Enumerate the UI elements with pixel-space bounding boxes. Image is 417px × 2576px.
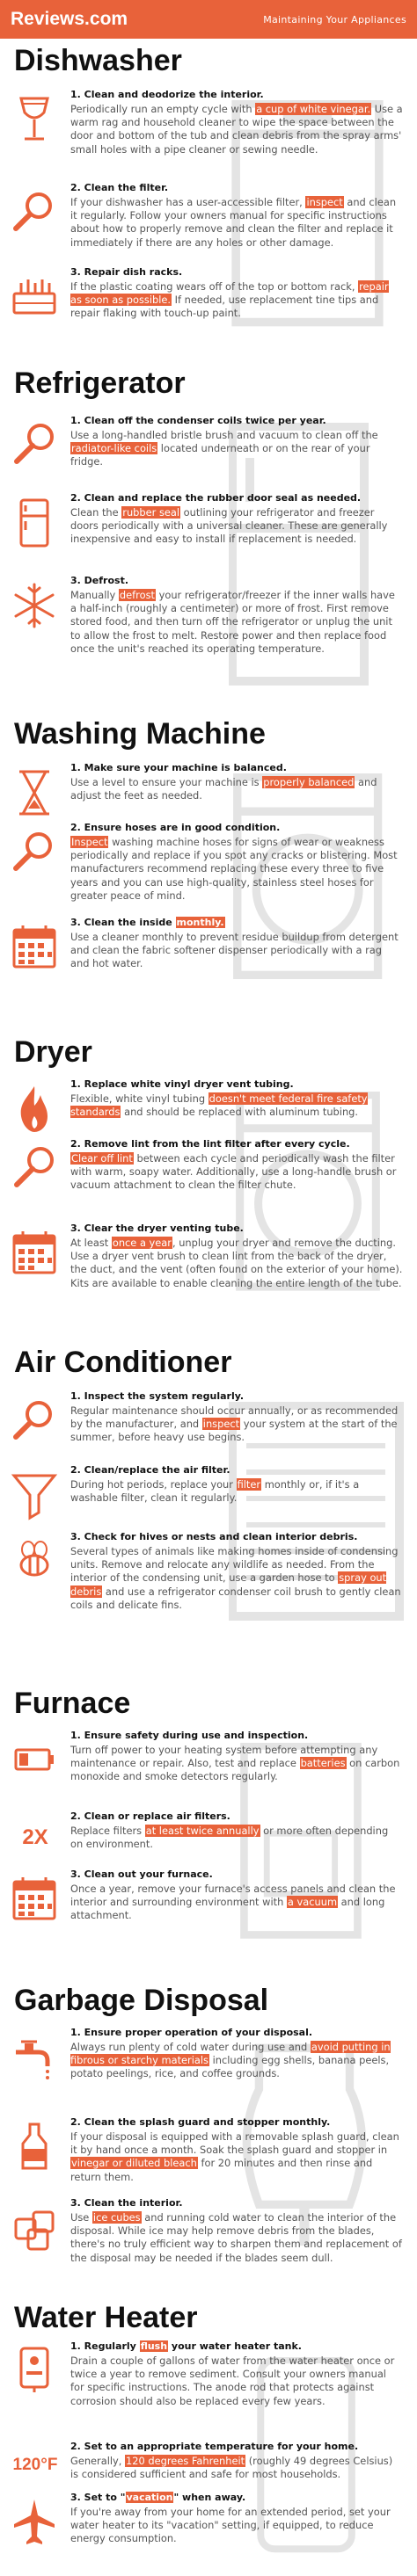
tip-heading bbox=[70, 916, 403, 929]
tip-heading-text: 1. Clean and deodorize the interior. bbox=[70, 89, 264, 100]
plane-icon bbox=[9, 2496, 60, 2549]
tip-highlight: a cup of white vinegar. bbox=[256, 103, 371, 115]
tip-body-text: and adjust the feet as needed. bbox=[70, 776, 377, 802]
tip-body-text: between each cycle and periodically wash the filter with warm, soapy water. Additionally, use a long-handle brush or vacuum attachment to clean the filter chute. bbox=[70, 1152, 397, 1192]
section-title: Washing Machine bbox=[14, 717, 266, 751]
tip-heading bbox=[70, 1530, 403, 1543]
tip-body bbox=[70, 1825, 403, 1851]
tip-item bbox=[70, 2196, 403, 2265]
tip-body bbox=[70, 1152, 403, 1193]
tip-body-text: Clean the bbox=[70, 506, 122, 519]
tip-item bbox=[70, 2491, 403, 2546]
tip-item bbox=[70, 2026, 403, 2081]
tip-item bbox=[70, 1530, 403, 1612]
tip-body-text: Flexible, white vinyl tubing bbox=[70, 1092, 208, 1105]
tip-body-text: your refrigerator/freezer if the inner walls have a half-inch (roughly a centimeter) or more of frost. First remove stored food, and then turn off the refrigerator or unplug the unit to allow the frost to melt. Restore power and then replace food once the unit's reached its operating temperature. bbox=[70, 589, 395, 655]
tip-item bbox=[70, 88, 403, 156]
fridge-icon bbox=[9, 497, 60, 549]
tip-item bbox=[70, 1390, 403, 1445]
wine-glass-icon bbox=[9, 93, 60, 146]
tip-heading-text: 2. Clean/replace the air filter. bbox=[70, 1464, 230, 1476]
tip-body bbox=[70, 1092, 403, 1119]
tip-heading-text: 1. Inspect the system regularly. bbox=[70, 1390, 245, 1402]
tip-heading-highlight: monthly. bbox=[176, 917, 224, 928]
tip-heading bbox=[70, 2440, 403, 2453]
tip-heading bbox=[70, 1729, 403, 1742]
tip-item bbox=[70, 1868, 403, 1923]
tip-heading-text: your water heater tank. bbox=[168, 2340, 302, 2352]
section-title: Garbage Disposal bbox=[14, 1984, 269, 2017]
brand-logo[interactable]: Reviews.com bbox=[11, 9, 128, 29]
tip-body bbox=[70, 2355, 403, 2408]
dryer-outline-icon bbox=[229, 1092, 405, 1335]
tip-heading bbox=[70, 1222, 403, 1235]
tip-item bbox=[70, 491, 403, 547]
calendar-icon bbox=[9, 1227, 60, 1280]
tip-heading-text: 3. Clean out your furnace. bbox=[70, 1869, 213, 1880]
tip-highlight: doesn't meet federal fire safety standards bbox=[70, 1092, 368, 1119]
tip-item bbox=[70, 2340, 403, 2408]
magnifier-icon bbox=[9, 1395, 60, 1448]
tip-item bbox=[70, 181, 403, 250]
tip-heading bbox=[70, 2115, 403, 2129]
tip-body-text: and use a refrigerator condenser coil brush to gently clean coils and delicate fins. bbox=[70, 1585, 401, 1611]
temperature-label-icon: 120°F bbox=[12, 2456, 58, 2474]
section-title: Water Heater bbox=[14, 2301, 198, 2334]
tip-body-text: outlining your refrigerator and freezer doors periodically with a universal cleaner. These are generally inexpensive and easy to install if replacement is needed. bbox=[70, 506, 388, 546]
tip-body bbox=[70, 2506, 403, 2546]
tip-highlight: inspect bbox=[306, 196, 343, 208]
tip-body-text: and long attachment. bbox=[70, 1896, 385, 1922]
section-title: Dishwasher bbox=[14, 44, 182, 77]
tip-body-text: or more often depending on environment. bbox=[70, 1825, 389, 1851]
tip-heading-text: 2. Clean the filter. bbox=[70, 182, 169, 193]
tip-body-text: If needed, use replacement tine tips and repair flaking with touch-up paint. bbox=[70, 294, 379, 320]
tip-body-text: Several types of animals like making homes inside of condensing units. Remove and relocate any wildlife as needed. From the interior of the condensing unit, use a garden hose to bbox=[70, 1545, 399, 1585]
tip-body-text: for 20 minutes and then rinse and return them. bbox=[70, 2157, 373, 2183]
tip-item bbox=[70, 821, 403, 903]
twice-label-icon: 2X bbox=[22, 1825, 48, 1849]
tip-body bbox=[70, 506, 403, 547]
tip-body-text: If your dishwasher has a user-accessible filter, bbox=[70, 196, 306, 208]
tip-heading-highlight: vacation bbox=[126, 2492, 173, 2503]
tip-body-text: Periodically run an empty cycle with bbox=[70, 103, 256, 115]
tip-heading bbox=[70, 181, 403, 194]
snowflake-icon bbox=[9, 579, 60, 632]
tip-highlight: 120 degrees Fahrenheit bbox=[126, 2455, 245, 2467]
dish-rack-icon bbox=[9, 271, 60, 323]
tip-body-text: your system at the start of the summer, before heavy use begins. bbox=[70, 1418, 398, 1444]
tip-body-text: If your disposal is equipped with a removable splash guard, clean it by hand once a month. Soak the splash guard and stopper in bbox=[70, 2130, 399, 2157]
tip-highlight: repair as soon as possible. bbox=[70, 280, 389, 307]
tip-item bbox=[70, 916, 403, 971]
tip-item bbox=[70, 2115, 403, 2184]
section-garbage-disposal bbox=[0, 1978, 417, 2296]
tip-highlight: properly balanced bbox=[263, 776, 355, 788]
tip-body-text: washing machine hoses for signs of wear or weakness periodically and replace if you spot any cracks or blistering. Most manufacturers recommend replacing these every three to five years and you can use high-quality, stainless steel hoses for greater peace of mind. bbox=[70, 836, 398, 902]
tip-body-text: Manually bbox=[70, 589, 119, 601]
tip-body-text: (roughly 49 degrees Celsius) is considered sufficient and safe for most households. bbox=[70, 2455, 393, 2481]
tip-heading bbox=[70, 2340, 403, 2353]
tip-heading bbox=[70, 1078, 403, 1091]
tip-highlight: a vacuum bbox=[287, 1896, 338, 1909]
tip-heading-highlight: flush bbox=[140, 2340, 168, 2352]
tip-item bbox=[70, 414, 403, 469]
tip-highlight: Clear off lint bbox=[71, 1152, 133, 1165]
tip-heading-text: 2. Clean and replace the rubber door seal as needed. bbox=[70, 492, 362, 504]
tip-highlight: rubber seal bbox=[122, 506, 180, 519]
tip-body bbox=[70, 280, 403, 321]
tip-item bbox=[70, 1222, 403, 1290]
tip-heading-text: 2. Clean or replace air filters. bbox=[70, 1810, 230, 1822]
tip-body-text: If the plastic coating wears off of the top or bottom rack, bbox=[70, 280, 359, 293]
tip-heading bbox=[70, 1868, 403, 1881]
section-title: Furnace bbox=[14, 1687, 131, 1720]
section-water-heater bbox=[0, 2296, 417, 2576]
tip-heading-text: 1. Replace white vinyl dryer vent tubing. bbox=[70, 1078, 294, 1090]
tip-highlight: at least twice annually bbox=[145, 1825, 260, 1837]
tip-body bbox=[70, 2041, 403, 2081]
tip-highlight: Inspect bbox=[71, 836, 108, 848]
tip-highlight: defrost bbox=[119, 589, 155, 601]
battery-icon bbox=[9, 1734, 60, 1787]
tip-heading-text: 3. Set to " bbox=[70, 2492, 126, 2503]
tip-heading bbox=[70, 265, 403, 279]
tip-body-text: and running cold water to clean the interior of the disposal. While ice may help remove debris from the blades, there's no truly efficient way to sharpen them and replacement of the disposal may be needed if the blades seem dull. bbox=[70, 2211, 402, 2264]
tip-body-text: Use bbox=[70, 2211, 92, 2224]
section-title: Dryer bbox=[14, 1035, 92, 1069]
tip-body bbox=[70, 1545, 403, 1612]
tip-heading bbox=[70, 2026, 403, 2039]
section-air-conditioner bbox=[0, 1340, 417, 1681]
tip-highlight: avoid putting in fibrous or starchy materials bbox=[70, 2041, 391, 2067]
tip-heading bbox=[70, 414, 403, 427]
tip-highlight: vinegar or diluted bleach bbox=[71, 2157, 197, 2170]
tip-heading bbox=[70, 491, 403, 504]
section-dryer bbox=[0, 1030, 417, 1340]
tip-item bbox=[70, 1137, 403, 1193]
tip-body-text: Use a cleaner monthly to prevent residue buildup from detergent and clean the fabric softener dispenser periodically with a rag and hot water. bbox=[70, 931, 399, 970]
tip-body bbox=[70, 1237, 403, 1290]
tip-body-text: Regular maintenance should occur annually, or as recommended by the manufacturer, and bbox=[70, 1404, 399, 1431]
tip-body bbox=[70, 103, 403, 156]
tip-item bbox=[70, 574, 403, 656]
tip-highlight: inspect bbox=[202, 1418, 240, 1431]
tip-body-text: and clean it regularly. Follow your owners manual for specific instructions about how to properly remove and clean the filter and replace it immediately if there are any holes or other damage. bbox=[70, 196, 397, 249]
tip-body-text: Drain a couple of gallons of water from the water heater once or twice a year to remove sediment. Consult your owners manual for specific instructions. The anode rod that protects against corrosion should also be replaced every few years. bbox=[70, 2355, 395, 2407]
tip-heading-text: 2. Set to an appropriate temperature for your home. bbox=[70, 2441, 359, 2452]
tip-heading-text: 1. Ensure safety during use and inspection. bbox=[70, 1730, 309, 1741]
brush-icon bbox=[9, 419, 60, 472]
tip-highlight: ice cubes bbox=[92, 2211, 141, 2224]
tip-body-text: , unplug your dryer and remove the ducting. Use a dryer vent brush to clean lint from the back of the dryer, the duct, and the vent (often found on the exterior of your home). Kits are available to enable cleaning the entire length of the tube. bbox=[70, 1237, 403, 1289]
bottle-icon bbox=[9, 2121, 60, 2173]
tip-body-text: and should be replaced with aluminum tubing. bbox=[121, 1106, 359, 1119]
tip-heading-text: 1. Ensure proper operation of your disposal. bbox=[70, 2027, 313, 2038]
tip-body bbox=[70, 429, 403, 469]
tip-body-text: on carbon monoxide and smoke detectors regularly. bbox=[70, 1757, 400, 1783]
tip-heading bbox=[70, 821, 403, 834]
header-bar bbox=[0, 0, 417, 39]
tip-body bbox=[70, 589, 403, 656]
tip-item bbox=[70, 1729, 403, 1784]
tip-item bbox=[70, 2440, 403, 2481]
tip-body bbox=[70, 776, 403, 802]
filter-icon bbox=[9, 1469, 60, 1521]
tip-highlight: spray out debris bbox=[70, 1571, 387, 1598]
section-washing-machine bbox=[0, 712, 417, 1030]
tip-item bbox=[70, 1078, 403, 1119]
flame-icon bbox=[9, 1083, 60, 1136]
section-dishwasher bbox=[0, 39, 417, 361]
drain-icon bbox=[9, 2345, 60, 2398]
tip-body bbox=[70, 1883, 403, 1923]
tip-heading bbox=[70, 2196, 403, 2210]
tip-body bbox=[70, 931, 403, 971]
tip-body-text: Once a year, remove your furnace's access panels and clean the interior and surrounding environment with bbox=[70, 1883, 396, 1909]
tip-heading bbox=[70, 574, 403, 587]
tip-heading-text: 2. Ensure hoses are in good condition. bbox=[70, 822, 281, 833]
tip-item bbox=[70, 1810, 403, 1851]
tip-body-text: At least bbox=[70, 1237, 112, 1249]
magnifier-icon bbox=[9, 826, 60, 879]
tip-body-text: including egg shells, banana peels, potato peelings, rice, and coffee grounds. bbox=[70, 2054, 390, 2080]
tip-item bbox=[70, 761, 403, 802]
tip-heading-text: " when away. bbox=[173, 2492, 246, 2503]
tip-body bbox=[70, 836, 403, 903]
tip-body-text: Use a level to ensure your machine is bbox=[70, 776, 263, 788]
tip-body-text: Turn off power to your heating system before attempting any maintenance or repair. Also, test and replace bbox=[70, 1744, 378, 1770]
tip-body-text: monthly or, if it's a washable filter, clean it regularly. bbox=[70, 1478, 360, 1505]
tip-body bbox=[70, 196, 403, 250]
brush-icon bbox=[9, 1143, 60, 1195]
tip-heading-text: 3. Clean the interior. bbox=[70, 2197, 183, 2209]
tip-heading bbox=[70, 761, 403, 774]
tip-item bbox=[70, 1463, 403, 1505]
tip-highlight: once a year bbox=[112, 1237, 172, 1249]
tip-heading-text: 3. Check for hives or nests and clean interior debris. bbox=[70, 1531, 358, 1542]
tip-heading-text: 3. Repair dish racks. bbox=[70, 266, 183, 278]
section-refrigerator bbox=[0, 361, 417, 712]
tip-heading-text: 1. Make sure your machine is balanced. bbox=[70, 762, 287, 773]
tip-body-text: If you're away from your home for an extended period, set your water heater to its "vacation" setting, if equipped, to reduce energy consumption. bbox=[70, 2506, 391, 2545]
tip-heading-text: 2. Remove lint from the lint filter after every cycle. bbox=[70, 1138, 350, 1150]
tip-body-text: located underneath or on the rear of your fridge. bbox=[70, 442, 370, 468]
tip-heading bbox=[70, 1137, 403, 1150]
tip-heading bbox=[70, 88, 403, 101]
faucet-icon bbox=[9, 2031, 60, 2084]
tip-heading-text: 3. Defrost. bbox=[70, 575, 129, 586]
tip-body bbox=[70, 2455, 403, 2481]
tip-highlight: batteries bbox=[300, 1757, 346, 1770]
tip-heading bbox=[70, 1810, 403, 1823]
tip-body-text: Generally, bbox=[70, 2455, 126, 2467]
hourglass-icon bbox=[9, 766, 60, 819]
tip-body bbox=[70, 1478, 403, 1505]
tip-body bbox=[70, 2211, 403, 2265]
tip-highlight: radiator-like coils bbox=[71, 442, 157, 455]
header-tagline: Maintaining Your Appliances bbox=[263, 13, 406, 25]
tip-heading bbox=[70, 2491, 403, 2504]
tip-body-text: Use a warm rag and household cleaner to wipe the space between the door and bottom of the tub and clean debris from the spray arms' small holes with a pipe cleaner or sewing needle. bbox=[70, 103, 403, 156]
tip-body-text: Replace filters bbox=[70, 1825, 145, 1837]
tip-heading-text: 3. Clear the dryer venting tube. bbox=[70, 1223, 244, 1234]
tip-body-text: During hot periods, replace your bbox=[70, 1478, 237, 1491]
bee-icon bbox=[9, 1535, 60, 1588]
tip-heading-text: 2. Clean the splash guard and stopper monthly. bbox=[70, 2116, 331, 2128]
calendar-icon bbox=[9, 1873, 60, 1926]
tip-body bbox=[70, 1744, 403, 1784]
magnifier-icon bbox=[9, 186, 60, 239]
tip-item bbox=[70, 265, 403, 321]
tip-body-text: Always run plenty of cold water during use and bbox=[70, 2041, 311, 2053]
section-title: Air Conditioner bbox=[14, 1346, 232, 1379]
tip-body bbox=[70, 1404, 403, 1445]
tip-heading-text: 3. Clean the inside bbox=[70, 917, 176, 928]
tip-heading bbox=[70, 1390, 403, 1403]
tip-heading-text: 1. Regularly bbox=[70, 2340, 140, 2352]
tip-heading-text: 1. Clean off the condenser coils twice per year. bbox=[70, 415, 326, 426]
section-title: Refrigerator bbox=[14, 366, 186, 400]
calendar-icon bbox=[9, 921, 60, 974]
section-furnace bbox=[0, 1681, 417, 1978]
tip-heading bbox=[70, 1463, 403, 1477]
ice-cube-icon bbox=[9, 2202, 60, 2254]
tip-body bbox=[70, 2130, 403, 2184]
tip-body-text: Use a long-handled bristle brush and vacuum to clean off the bbox=[70, 429, 378, 441]
tip-highlight: filter bbox=[237, 1478, 261, 1491]
